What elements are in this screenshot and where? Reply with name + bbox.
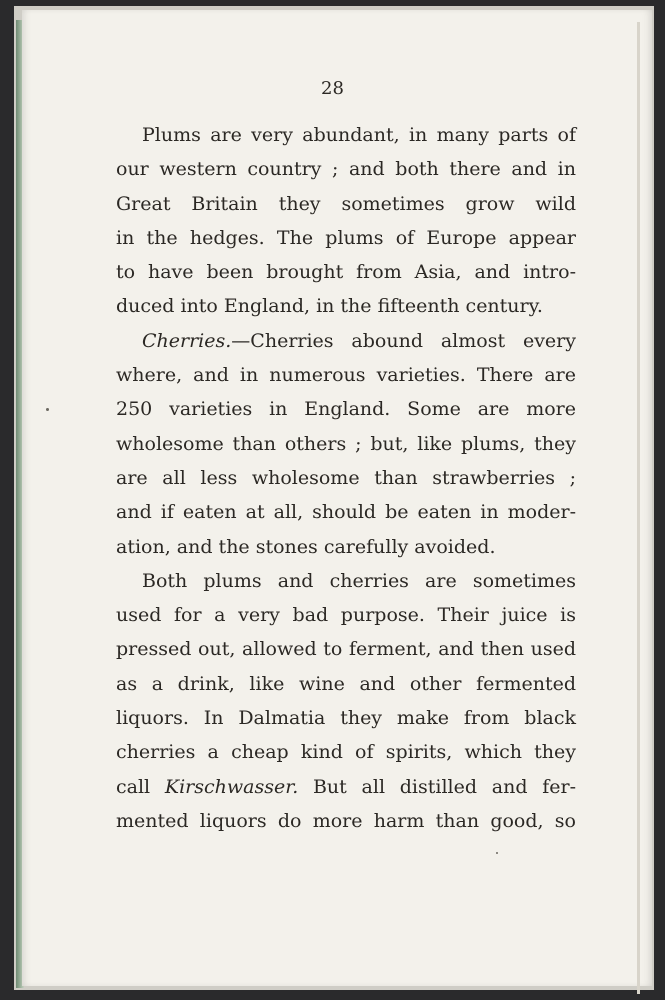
text-line: Both plums and cherries are sometimes bbox=[142, 569, 576, 592]
text-line: wholesome than others ; but, like plums, they bbox=[116, 432, 576, 455]
page-edge bbox=[637, 22, 640, 994]
text-line: Great Britain they sometimes grow wild bbox=[116, 192, 576, 215]
text-line: to have been brought from Asia, and intro- bbox=[116, 261, 576, 284]
text-line: used for a very bad purpose. Their juice is bbox=[116, 604, 576, 627]
text-line: Plums are very abundant, in many parts of bbox=[142, 124, 576, 146]
term-kirschwasser: Kirschwasser. bbox=[164, 775, 299, 798]
text-span: But all distilled and fer- bbox=[298, 775, 577, 798]
text-line: mented liquors do more harm than good, so bbox=[116, 809, 576, 832]
text-line: ation, and the stones carefully avoided. bbox=[116, 535, 496, 558]
text-line bbox=[116, 324, 576, 358]
text-span: call bbox=[116, 775, 165, 798]
text-line: pressed out, allowed to ferment, and then used bbox=[116, 638, 576, 661]
text-line: and if eaten at all, should be eaten in moder- bbox=[116, 501, 576, 524]
text-line: where, and in numerous varieties. There are bbox=[116, 364, 576, 387]
section-heading-cherries: Cherries. bbox=[142, 329, 232, 352]
paper-speck bbox=[46, 408, 49, 411]
text-line: are all less wholesome than strawberries ; bbox=[116, 466, 576, 489]
paper-speck bbox=[496, 852, 498, 854]
text-line: duced into England, in the fifteenth century. bbox=[116, 295, 543, 318]
body-text bbox=[116, 118, 576, 838]
text-line bbox=[116, 770, 576, 804]
text-line: 250 varieties in England. Some are more bbox=[116, 398, 576, 421]
text-span: —Cherries abound almost every bbox=[231, 329, 576, 352]
text-line: in the hedges. The plums of Europe appear bbox=[116, 226, 576, 249]
page-number: 28 bbox=[321, 78, 344, 99]
text-line: liquors. In Dalmatia they make from black bbox=[116, 707, 576, 730]
text-line: cherries a cheap kind of spirits, which they bbox=[116, 741, 576, 764]
text-line: our western country ; and both there and in bbox=[116, 158, 576, 181]
text-line: as a drink, like wine and other fermented bbox=[116, 672, 576, 695]
